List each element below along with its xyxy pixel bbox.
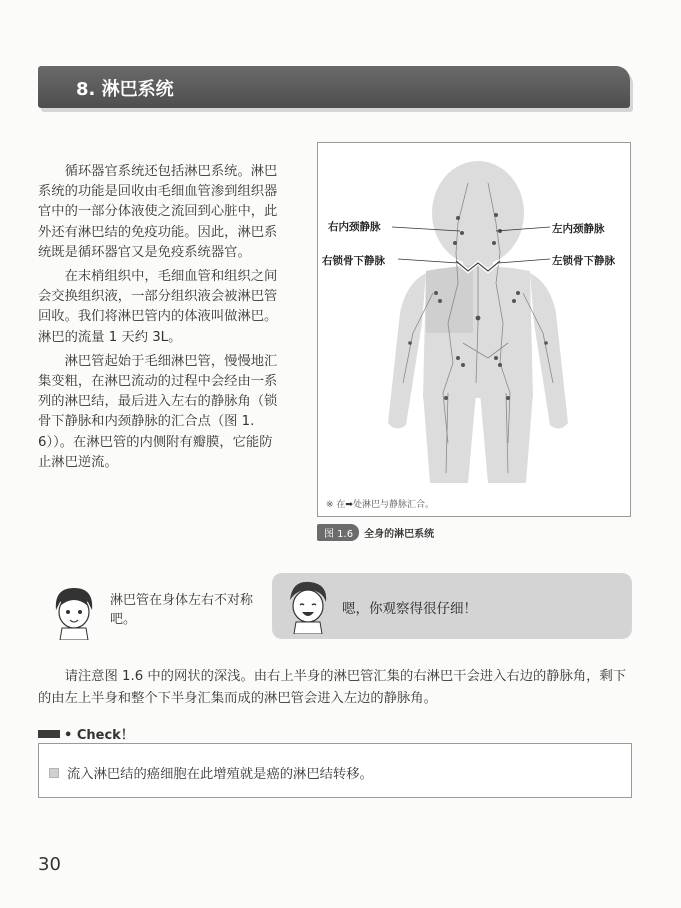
figure-note-suffix: 处淋巴与静脉汇合。 xyxy=(352,500,434,510)
teacher-speech: 嗯，你观察得很仔细！ xyxy=(342,601,477,617)
body-paragraph-1: 循环器官系统还包括淋巴系统。淋巴系统的功能是回收由毛细血管渗到组织器官中的一部分体液使之流回到心脏中，此外还有淋巴结的免疫功能。因此，淋巴系统既是循环器官又是免疫系统器官。 xyxy=(38,164,278,260)
check-item-text: 流入淋巴结的癌细胞在此增殖就是癌的淋巴结转移。 xyxy=(67,767,373,782)
explanation-paragraph xyxy=(38,666,638,710)
label-left-internal-jugular: 左内颈静脉 xyxy=(552,223,605,235)
explanation-text: 请注意图 1.6 中的网状的深浅。由右上半身的淋巴管汇集的右淋巴干会进入右边的静脉角，剩下的由左上半身和整个下半身汇集而成的淋巴管会进入左边的静脉角。 xyxy=(38,669,627,706)
body-text xyxy=(38,162,282,477)
arrow-icon: ➡ xyxy=(345,500,353,510)
check-box xyxy=(38,743,632,798)
page-number: 30 xyxy=(38,854,61,875)
body-paragraph-3: 淋巴管起始于毛细淋巴管，慢慢地汇集变粗，在淋巴流动的过程中会经由一系列的淋巴结，最后进入左右的静脉角（锁骨下静脉和内颈静脉的汇合点（图 1.6））。在淋巴管的内侧附有瓣膜，它能防止淋巴逆流。 xyxy=(38,353,278,470)
label-right-internal-jugular: 右内颈静脉 xyxy=(328,221,381,233)
checkbox-icon xyxy=(49,768,59,778)
figure-note-prefix: ※ 在 xyxy=(326,500,346,510)
section-title-bar xyxy=(38,66,630,108)
teacher-avatar-icon xyxy=(282,578,334,634)
label-right-subclavian: 右锁骨下静脉 xyxy=(322,255,385,267)
figure-caption-tag: 图 1.6 xyxy=(317,524,359,541)
section-title: 8. 淋巴系统 xyxy=(76,79,174,100)
check-header xyxy=(38,724,134,743)
teacher-speech-bubble xyxy=(272,573,632,639)
lymph-body-illustration xyxy=(318,143,632,518)
figure-lymph-system xyxy=(317,142,631,517)
label-left-subclavian: 左锁骨下静脉 xyxy=(552,255,615,267)
body-paragraph-2: 在末梢组织中，毛细血管和组织之间会交换组织液，一部分组织液会被淋巴管回收。我们将淋巴管内的体液叫做淋巴。淋巴的流量 1 天约 3L。 xyxy=(38,269,278,345)
girl-speech: 淋巴管在身体左右不对称吧。 xyxy=(110,593,254,627)
figure-caption-text: 全身的淋巴系统 xyxy=(364,529,435,540)
figure-caption xyxy=(317,524,434,541)
check-bar-icon xyxy=(38,730,60,738)
check-label: • Check！ xyxy=(64,728,134,743)
figure-note xyxy=(326,497,434,510)
girl-avatar-icon xyxy=(48,584,100,640)
